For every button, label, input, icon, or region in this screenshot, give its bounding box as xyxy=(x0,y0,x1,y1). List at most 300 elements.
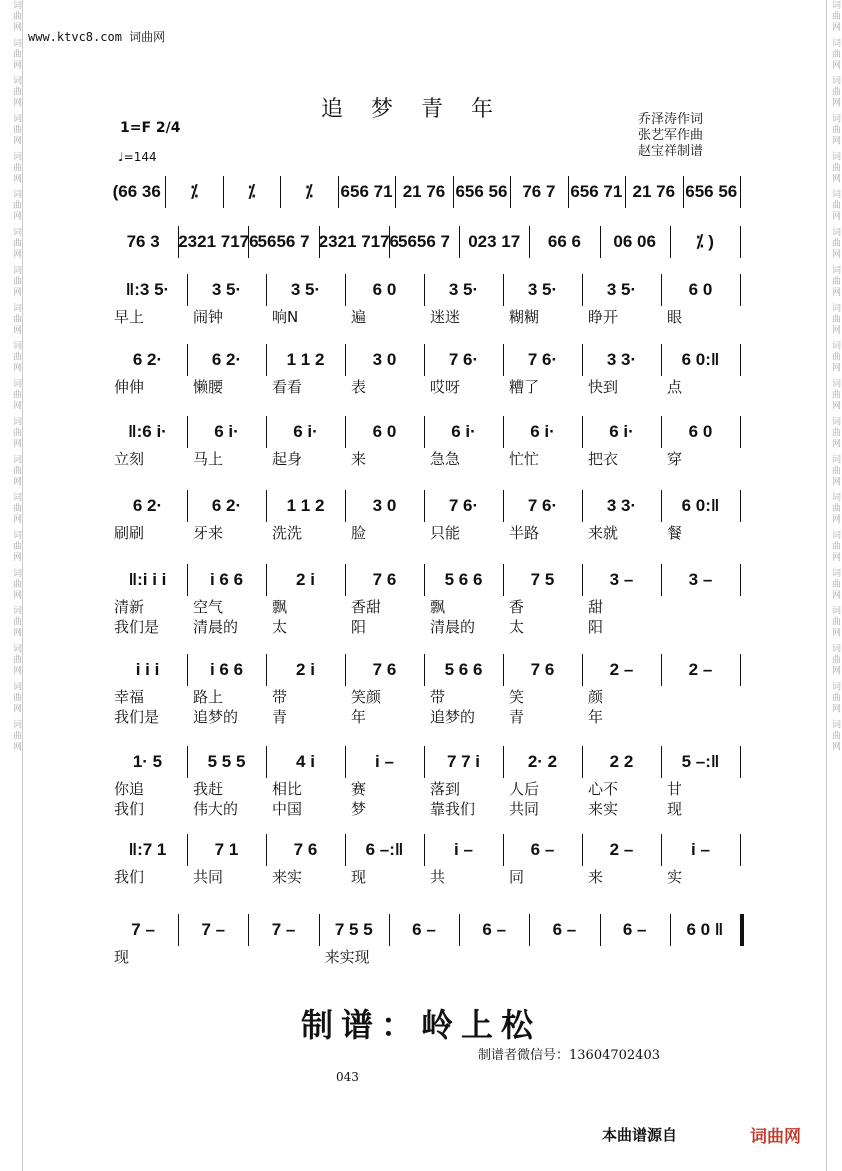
barline xyxy=(424,490,425,522)
lyric-word: 落到 xyxy=(430,780,461,798)
lyric-word: 点 xyxy=(667,378,683,396)
measure: ‖:7 1 xyxy=(128,840,167,859)
measure: 6 –:‖ xyxy=(365,840,404,859)
measure: 6 – xyxy=(482,920,507,939)
score-row xyxy=(108,560,740,600)
lyric-word: 太 xyxy=(509,618,525,636)
measure: 3 3· xyxy=(606,350,637,369)
lyric-line xyxy=(108,866,740,886)
lyric-word: 眼 xyxy=(667,308,683,326)
measure: 2 – xyxy=(609,660,634,679)
measure: 7 6· xyxy=(527,350,558,369)
measure: i i i xyxy=(135,660,160,679)
barline xyxy=(424,834,425,866)
barline xyxy=(424,274,425,306)
measure: 7 6 xyxy=(372,660,397,679)
lyric-line xyxy=(108,946,740,966)
measure: 3 0 xyxy=(372,496,397,515)
barline xyxy=(625,176,626,208)
lyric-word: 遍 xyxy=(351,308,367,326)
lyric-word: 洗洗 xyxy=(272,524,303,542)
measure: 6 – xyxy=(622,920,647,939)
barline xyxy=(600,914,601,946)
measure: 6 2· xyxy=(211,350,242,369)
lyric-word: 追梦的 xyxy=(193,708,239,726)
lyric-word: 中国 xyxy=(272,800,303,818)
lyric-word: 把衣 xyxy=(588,450,619,468)
lyric-word: 带 xyxy=(430,688,446,706)
barline xyxy=(345,564,346,596)
measure: 656 71 xyxy=(340,182,393,201)
lyric-word: 实 xyxy=(667,868,683,886)
lyric-word: 香甜 xyxy=(351,598,382,616)
measure: 7 6· xyxy=(527,496,558,515)
lyric-word: 睁开 xyxy=(588,308,619,326)
lyric-word: 糊糊 xyxy=(509,308,540,326)
lyric-word: 来 xyxy=(351,450,367,468)
lyric-word: 我们 xyxy=(114,868,145,886)
lyric-word: 来就 xyxy=(588,524,619,542)
lyric-word: 清晨的 xyxy=(430,618,476,636)
composer-credit: 张艺军作曲 xyxy=(638,128,704,143)
measure: 3 3· xyxy=(606,496,637,515)
measure: ⁒ xyxy=(305,182,313,201)
barline xyxy=(187,274,188,306)
measure: 6 i· xyxy=(293,422,318,441)
barline xyxy=(266,654,267,686)
barline xyxy=(187,416,188,448)
barline xyxy=(582,746,583,778)
lyric-word: 早上 xyxy=(114,308,145,326)
measure: 6 0 xyxy=(372,422,397,441)
measure: i – xyxy=(691,840,710,859)
measure: 2 – xyxy=(688,660,713,679)
measure: 7 6· xyxy=(448,350,479,369)
lyric-word: 幸福 xyxy=(114,688,145,706)
barline xyxy=(345,654,346,686)
measure: 7 – xyxy=(201,920,226,939)
barline xyxy=(187,344,188,376)
lyric-line xyxy=(108,706,740,726)
barline xyxy=(661,834,662,866)
barline xyxy=(582,490,583,522)
barline xyxy=(661,490,662,522)
barline xyxy=(582,416,583,448)
score-row xyxy=(108,650,740,690)
barline xyxy=(345,274,346,306)
barline xyxy=(600,226,601,258)
barline xyxy=(582,654,583,686)
barline xyxy=(389,914,390,946)
barline xyxy=(424,654,425,686)
lyric-line xyxy=(108,448,740,468)
barline xyxy=(582,344,583,376)
lyric-word: 年 xyxy=(351,708,367,726)
barline xyxy=(266,746,267,778)
lyric-word: 来实现 xyxy=(324,948,370,966)
barline xyxy=(266,490,267,522)
measure: 7 6 xyxy=(293,840,318,859)
measure: i – xyxy=(375,752,394,771)
barline-end xyxy=(740,176,741,208)
lyric-word: 看看 xyxy=(272,378,303,396)
barline xyxy=(266,274,267,306)
barline xyxy=(582,834,583,866)
lyric-word: 现 xyxy=(351,868,367,886)
measure: 6 i· xyxy=(214,422,239,441)
lyric-word: 现 xyxy=(667,800,683,818)
measure: 7 5 5 xyxy=(334,920,373,939)
barline xyxy=(266,344,267,376)
measure: 2 – xyxy=(609,840,634,859)
measure: 2 i xyxy=(296,660,315,679)
measure: 3 – xyxy=(609,570,634,589)
barline xyxy=(187,746,188,778)
barline xyxy=(178,226,179,258)
lyric-word: 响N xyxy=(272,308,299,326)
measure: 1· 5 xyxy=(132,752,163,771)
measure: 6 0 xyxy=(372,280,397,299)
song-title: 追梦青年 xyxy=(320,97,521,122)
barline xyxy=(266,416,267,448)
barline xyxy=(510,176,511,208)
measure: 2321 7176 xyxy=(178,232,259,251)
barline-end xyxy=(740,226,741,258)
measure: 7 7 i xyxy=(446,752,481,771)
lyric-line xyxy=(108,778,740,798)
measure: 66 6 xyxy=(547,232,581,251)
lyric-word: 阳 xyxy=(588,618,604,636)
measure: 5 5 5 xyxy=(207,752,246,771)
score-row xyxy=(108,222,740,262)
measure: 6 i· xyxy=(451,422,476,441)
lyric-word: 赛 xyxy=(351,780,367,798)
lyric-word: 同 xyxy=(509,868,525,886)
lyric-word: 路上 xyxy=(193,688,224,706)
measure: 6 – xyxy=(552,920,577,939)
barline xyxy=(503,834,504,866)
brand-logo: 词曲网 xyxy=(750,1127,801,1147)
barline xyxy=(661,746,662,778)
barline xyxy=(503,416,504,448)
measure: 7 – xyxy=(271,920,296,939)
lyric-word: 我们是 xyxy=(114,618,160,636)
lyric-word: 表 xyxy=(351,378,367,396)
lyric-word: 牙来 xyxy=(193,524,224,542)
barline xyxy=(223,176,224,208)
lyric-word: 青 xyxy=(509,708,525,726)
lyric-word: 立刻 xyxy=(114,450,145,468)
lyric-word: 闹钟 xyxy=(193,308,224,326)
lyric-word: 香 xyxy=(509,598,525,616)
lyric-word: 带 xyxy=(272,688,288,706)
lyric-line xyxy=(108,616,740,636)
signature-line: 制谱：岭上松 xyxy=(300,1006,541,1044)
barline xyxy=(248,914,249,946)
barline xyxy=(248,226,249,258)
lyric-word: 空气 xyxy=(193,598,224,616)
lyric-word: 飘 xyxy=(430,598,446,616)
measure: ⁒ xyxy=(247,182,256,201)
measure: 7 5 xyxy=(530,570,555,589)
measure: ‖:i i i xyxy=(128,570,167,589)
barline xyxy=(670,914,671,946)
lyric-word: 马上 xyxy=(193,450,224,468)
measure: 1 1 2 xyxy=(286,496,325,515)
measure: 1 1 2 xyxy=(286,350,325,369)
measure: 6 0 xyxy=(688,422,713,441)
barline-end xyxy=(740,274,741,306)
measure: 6 0 ‖ xyxy=(686,920,724,939)
lyric-word: 懒腰 xyxy=(193,378,224,396)
barline xyxy=(187,490,188,522)
lyric-word: 急急 xyxy=(430,450,461,468)
measure: 6 0:‖ xyxy=(681,496,720,515)
barline-end xyxy=(740,416,741,448)
tempo-mark: ♩=144 xyxy=(118,150,157,164)
measure: 7 – xyxy=(131,920,155,939)
barline xyxy=(266,834,267,866)
lyric-word: 来实 xyxy=(272,868,303,886)
lyric-word: 我们是 xyxy=(114,708,160,726)
measure: 3 – xyxy=(688,570,713,589)
barline xyxy=(582,274,583,306)
lyric-word: 刷刷 xyxy=(114,524,145,542)
lyric-line xyxy=(108,596,740,616)
measure: 2· 2 xyxy=(527,752,558,771)
measure: 76 3 xyxy=(126,232,160,251)
lyric-word: 糟了 xyxy=(509,378,540,396)
barline xyxy=(582,564,583,596)
lyric-word: 穿 xyxy=(667,450,683,468)
measure: ⁒ ) xyxy=(695,232,714,251)
barline xyxy=(529,914,530,946)
lyric-word: 飘 xyxy=(272,598,288,616)
barline-end xyxy=(740,344,741,376)
barline xyxy=(670,226,671,258)
score-row xyxy=(108,172,740,212)
score-row xyxy=(108,340,740,380)
measure: 5 6 6 xyxy=(444,570,483,589)
lyric-word: 伸伸 xyxy=(114,378,145,396)
barline xyxy=(424,416,425,448)
barline xyxy=(661,654,662,686)
barline xyxy=(453,176,454,208)
measure: 2321 7176 xyxy=(318,232,400,251)
barline-end xyxy=(740,490,741,522)
barline xyxy=(503,654,504,686)
score-row xyxy=(108,910,740,950)
measure: 3 5· xyxy=(448,280,479,299)
lyric-line xyxy=(108,306,740,326)
lyric-word: 相比 xyxy=(272,780,303,798)
lyric-word: 梦 xyxy=(351,800,367,818)
measure: 3 0 xyxy=(372,350,397,369)
lyric-word: 我赶 xyxy=(193,780,224,798)
lyric-word: 太 xyxy=(272,618,288,636)
measure: 5656 7 xyxy=(397,232,450,251)
measure: i 6 6 xyxy=(209,660,244,679)
barline xyxy=(529,226,530,258)
lyric-word: 甜 xyxy=(588,598,604,616)
lyric-word: 迷迷 xyxy=(430,308,461,326)
measure: 4 i xyxy=(296,752,315,771)
lyric-line xyxy=(108,376,740,396)
measure: 6 2· xyxy=(211,496,242,515)
lyric-word: 清晨的 xyxy=(193,618,239,636)
lyric-word: 追梦的 xyxy=(430,708,476,726)
lyric-word: 共 xyxy=(430,868,446,886)
measure: i – xyxy=(454,840,473,859)
barline xyxy=(503,564,504,596)
lyric-line xyxy=(108,686,740,706)
lyric-word: 笑颜 xyxy=(351,688,382,706)
lyric-word: 来实 xyxy=(588,800,619,818)
barline xyxy=(424,344,425,376)
barline xyxy=(345,416,346,448)
site-header: www.ktvc8.com 词曲网 xyxy=(28,30,166,44)
measure: 6 – xyxy=(530,840,555,859)
lyric-word: 人后 xyxy=(509,780,540,798)
measure: 023 17 xyxy=(468,232,521,251)
barline-end xyxy=(740,564,741,596)
measure: 656 71 xyxy=(570,182,623,201)
lyric-word: 共同 xyxy=(193,868,224,886)
barline xyxy=(266,564,267,596)
measure: 2 2 xyxy=(609,752,634,771)
score-row xyxy=(108,486,740,526)
lyric-word: 青 xyxy=(272,708,288,726)
measure: 3 5· xyxy=(211,280,242,299)
barline xyxy=(280,176,281,208)
score-row xyxy=(108,830,740,870)
barline xyxy=(503,490,504,522)
barline xyxy=(345,746,346,778)
lyric-word: 我们 xyxy=(114,800,145,818)
barline xyxy=(683,176,684,208)
lyric-word: 餐 xyxy=(667,524,683,542)
wechat-contact: 制谱者微信号：13604702403 xyxy=(478,1048,660,1063)
measure: 7 6· xyxy=(448,496,479,515)
measure: 7 6 xyxy=(530,660,555,679)
lyric-word: 哎呀 xyxy=(430,378,461,396)
barline xyxy=(187,834,188,866)
lyric-word: 快到 xyxy=(588,378,619,396)
measure: 6 2· xyxy=(132,350,163,369)
side-watermark-left: 词曲网 词曲网 词曲网 词曲网 词曲网 词曲网 词曲网 词曲网 词曲网 词曲网 词曲网 词曲网 词曲网 词曲网 词曲网 词曲网 词曲网 词曲网 词曲网 词曲网 xyxy=(8,0,23,1171)
lyric-word: 靠我们 xyxy=(430,800,476,818)
barline xyxy=(338,176,339,208)
barline xyxy=(424,746,425,778)
lyric-word: 脸 xyxy=(351,524,367,542)
measure: 5 –:‖ xyxy=(681,752,720,771)
barline xyxy=(395,176,396,208)
measure: ‖:3 5· xyxy=(125,280,170,299)
barline-end xyxy=(740,654,741,686)
score-row xyxy=(108,742,740,782)
barline xyxy=(503,746,504,778)
measure: 6 2· xyxy=(132,496,163,515)
barline xyxy=(568,176,569,208)
lyric-word: 颜 xyxy=(588,688,604,706)
score-row xyxy=(108,412,740,452)
measure: 7 1 xyxy=(214,840,239,859)
barline-end xyxy=(740,914,744,946)
barline xyxy=(661,274,662,306)
barline xyxy=(345,834,346,866)
measure: 6 0:‖ xyxy=(681,350,720,369)
measure: i 6 6 xyxy=(209,570,244,589)
lyric-word: 忙忙 xyxy=(509,450,540,468)
lyric-word: 甘 xyxy=(667,780,683,798)
lyric-word: 起身 xyxy=(272,450,303,468)
barline-end xyxy=(740,834,741,866)
measure: (66 36 xyxy=(112,182,161,201)
barline xyxy=(503,274,504,306)
lyric-line xyxy=(108,522,740,542)
measure: 5 6 6 xyxy=(444,660,483,679)
measure: 6 0 xyxy=(688,280,713,299)
measure: 76 7 xyxy=(522,182,556,201)
lyric-word: 伟大的 xyxy=(193,800,239,818)
barline xyxy=(187,564,188,596)
barline xyxy=(661,416,662,448)
barline xyxy=(178,914,179,946)
barline xyxy=(661,344,662,376)
source-label: 本曲谱源自 xyxy=(602,1126,678,1144)
barline xyxy=(459,226,460,258)
measure: 6 i· xyxy=(609,422,634,441)
score-row xyxy=(108,270,740,310)
key-signature: 1=F 2/4 xyxy=(120,120,181,136)
lyric-word: 清新 xyxy=(114,598,145,616)
credits xyxy=(638,112,703,160)
lyric-word: 半路 xyxy=(509,524,540,542)
barline xyxy=(187,654,188,686)
measure: 5656 7 xyxy=(257,232,310,251)
barline xyxy=(424,564,425,596)
lyric-word: 阳 xyxy=(351,618,367,636)
page-number: 043 xyxy=(336,1070,359,1084)
lyric-word: 心不 xyxy=(588,780,619,798)
barline-end xyxy=(740,746,741,778)
barline xyxy=(165,176,166,208)
barline xyxy=(459,914,460,946)
lyric-word: 只能 xyxy=(430,524,461,542)
measure: 656 56 xyxy=(685,182,738,201)
barline xyxy=(661,564,662,596)
measure: 6 – xyxy=(412,920,436,939)
barline xyxy=(345,344,346,376)
lyric-word: 你追 xyxy=(114,780,145,798)
lyric-line xyxy=(108,798,740,818)
barline xyxy=(503,344,504,376)
barline xyxy=(345,490,346,522)
barline xyxy=(319,226,320,258)
lyric-word: 共同 xyxy=(509,800,540,818)
lyric-word: 现 xyxy=(114,948,130,966)
measure: 2 i xyxy=(296,570,315,589)
lyric-word: 来 xyxy=(588,868,604,886)
measure: ⁒ xyxy=(190,182,198,201)
measure: 21 76 xyxy=(632,182,676,201)
measure: 7 6 xyxy=(372,570,397,589)
measure: 3 5· xyxy=(290,280,321,299)
barline xyxy=(389,226,390,258)
lyric-word: 年 xyxy=(588,708,604,726)
lyric-word: 笑 xyxy=(509,688,525,706)
measure: 06 06 xyxy=(613,232,656,251)
